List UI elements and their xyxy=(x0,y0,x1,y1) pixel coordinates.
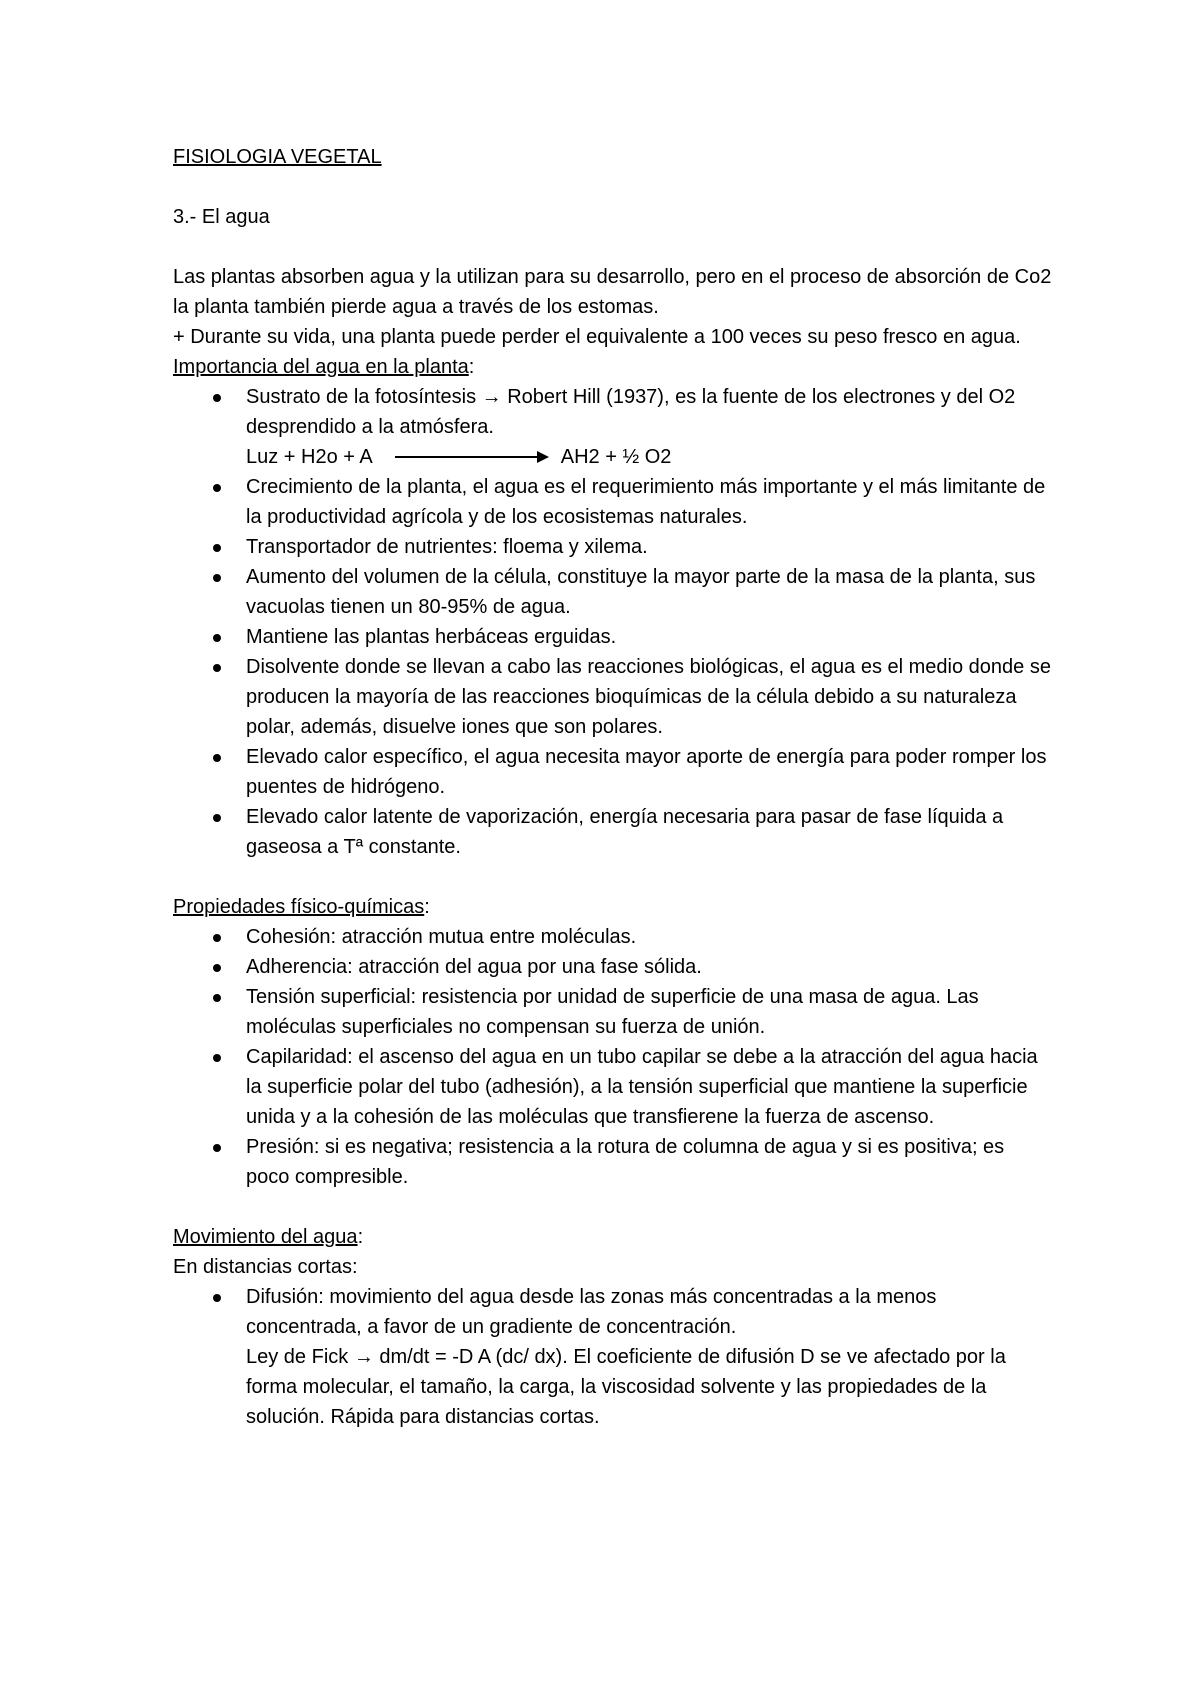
list-item-text: Sustrato de la fotosíntesis → Robert Hill (1937), es la fuente de los electrones y del O2 desprendido a la atmósfera. xyxy=(246,386,1016,438)
list-item-text: Adherencia: atracción del agua por una fase sólida. xyxy=(246,956,702,978)
list-item xyxy=(173,472,1053,532)
spacer xyxy=(173,172,1053,202)
list-item-text: Transportador de nutrientes: floema y xilema. xyxy=(246,536,648,558)
list-item xyxy=(173,742,1053,802)
list-item xyxy=(173,982,1053,1042)
list-item-text: Tensión superficial: resistencia por unidad de superficie de una masa de agua. Las moléculas superficiales no compensan su fuerza de unión. xyxy=(246,986,979,1038)
movimiento-heading: Movimiento del agua xyxy=(173,1226,358,1248)
heading-colon: : xyxy=(424,896,430,918)
movimiento-heading-line xyxy=(173,1222,1053,1252)
list-item xyxy=(173,952,1053,982)
reaction-products: AH2 + ½ O2 xyxy=(560,446,672,468)
list-item xyxy=(173,622,1053,652)
heading-colon: : xyxy=(468,356,475,378)
list-item-text: Aumento del volumen de la célula, constituye la mayor parte de la masa de la planta, sus vacuolas tienen un 80-95% de agua. xyxy=(246,566,1036,618)
spacer xyxy=(173,862,1053,892)
list-item-text: Crecimiento de la planta, el agua es el requerimiento más importante y el más limitante de la productividad agrícola y de los ecosistemas naturales. xyxy=(246,476,1046,528)
propiedades-heading: Propiedades físico-químicas xyxy=(173,896,425,918)
list-item-text: Elevado calor latente de vaporización, energía necesaria para pasar de fase líquida a gaseosa a Tª constante. xyxy=(246,806,1004,858)
list-item-text: Mantiene las plantas herbáceas erguidas. xyxy=(246,626,617,648)
photosynthesis-reaction xyxy=(246,442,1053,472)
list-item xyxy=(173,562,1053,622)
reaction-arrow-icon xyxy=(395,456,547,458)
list-item xyxy=(173,652,1053,742)
propiedades-heading-line xyxy=(173,892,1053,922)
movimiento-list xyxy=(173,1282,1053,1432)
list-item-text: Presión: si es negativa; resistencia a la rotura de columna de agua y si es positiva; es poco compresible. xyxy=(246,1136,1005,1188)
list-item xyxy=(173,922,1053,952)
document-title: FISIOLOGIA VEGETAL xyxy=(173,146,382,168)
list-item xyxy=(173,1132,1053,1192)
list-item xyxy=(173,532,1053,562)
list-item xyxy=(173,802,1053,862)
importancia-heading: Importancia del agua en la planta xyxy=(173,356,469,378)
fick-law-text: Ley de Fick → dm/dt = -D A (dc/ dx). El coeficiente de difusión D se ve afectado por la forma molecular, el tamaño, la carga, la viscosidad solvente y las propiedades de la solución. Rápida para distancias cortas. xyxy=(246,1346,1006,1428)
intro-paragraph-2: + Durante su vida, una planta puede perder el equivalente a 100 veces su peso fresco en agua. xyxy=(173,326,1021,348)
list-item xyxy=(173,1282,1053,1432)
movimiento-subheading: En distancias cortas: xyxy=(173,1256,358,1278)
spacer xyxy=(173,232,1053,262)
spacer xyxy=(173,1192,1053,1222)
importancia-list xyxy=(173,382,1053,862)
list-item-text: Disolvente donde se llevan a cabo las reacciones biológicas, el agua es el medio donde se producen la mayoría de las reacciones bioquímicas de la célula debido a su naturaleza polar, además, disuelve iones que son polares. xyxy=(246,656,1051,738)
intro-paragraph-1: Las plantas absorben agua y la utilizan para su desarrollo, pero en el proceso de absorción de Co2 la planta también pierde agua a través de los estomas. xyxy=(173,266,1052,318)
list-item-text: Capilaridad: el ascenso del agua en un tubo capilar se debe a la atracción del agua hacia la superficie polar del tubo (adhesión), a la tensión superficial que mantiene la superficie unida y a la cohesión de las moléculas que transfierene la fuerza de ascenso. xyxy=(246,1046,1038,1128)
heading-colon: : xyxy=(357,1226,364,1248)
reaction-reactants: Luz + H2o + A xyxy=(246,446,373,468)
importancia-heading-line xyxy=(173,352,1053,382)
list-item xyxy=(173,382,1053,472)
list-item xyxy=(173,1042,1053,1132)
section-heading: 3.- El agua xyxy=(173,206,270,228)
list-item-text: Cohesión: atracción mutua entre moléculas. xyxy=(246,926,637,948)
list-item-text: Difusión: movimiento del agua desde las zonas más concentradas a la menos concentrada, a favor de un gradiente de concentración. xyxy=(246,1286,937,1338)
document-page xyxy=(173,142,1053,1432)
propiedades-list xyxy=(173,922,1053,1192)
list-item-text: Elevado calor específico, el agua necesita mayor aporte de energía para poder romper los puentes de hidrógeno. xyxy=(246,746,1047,798)
